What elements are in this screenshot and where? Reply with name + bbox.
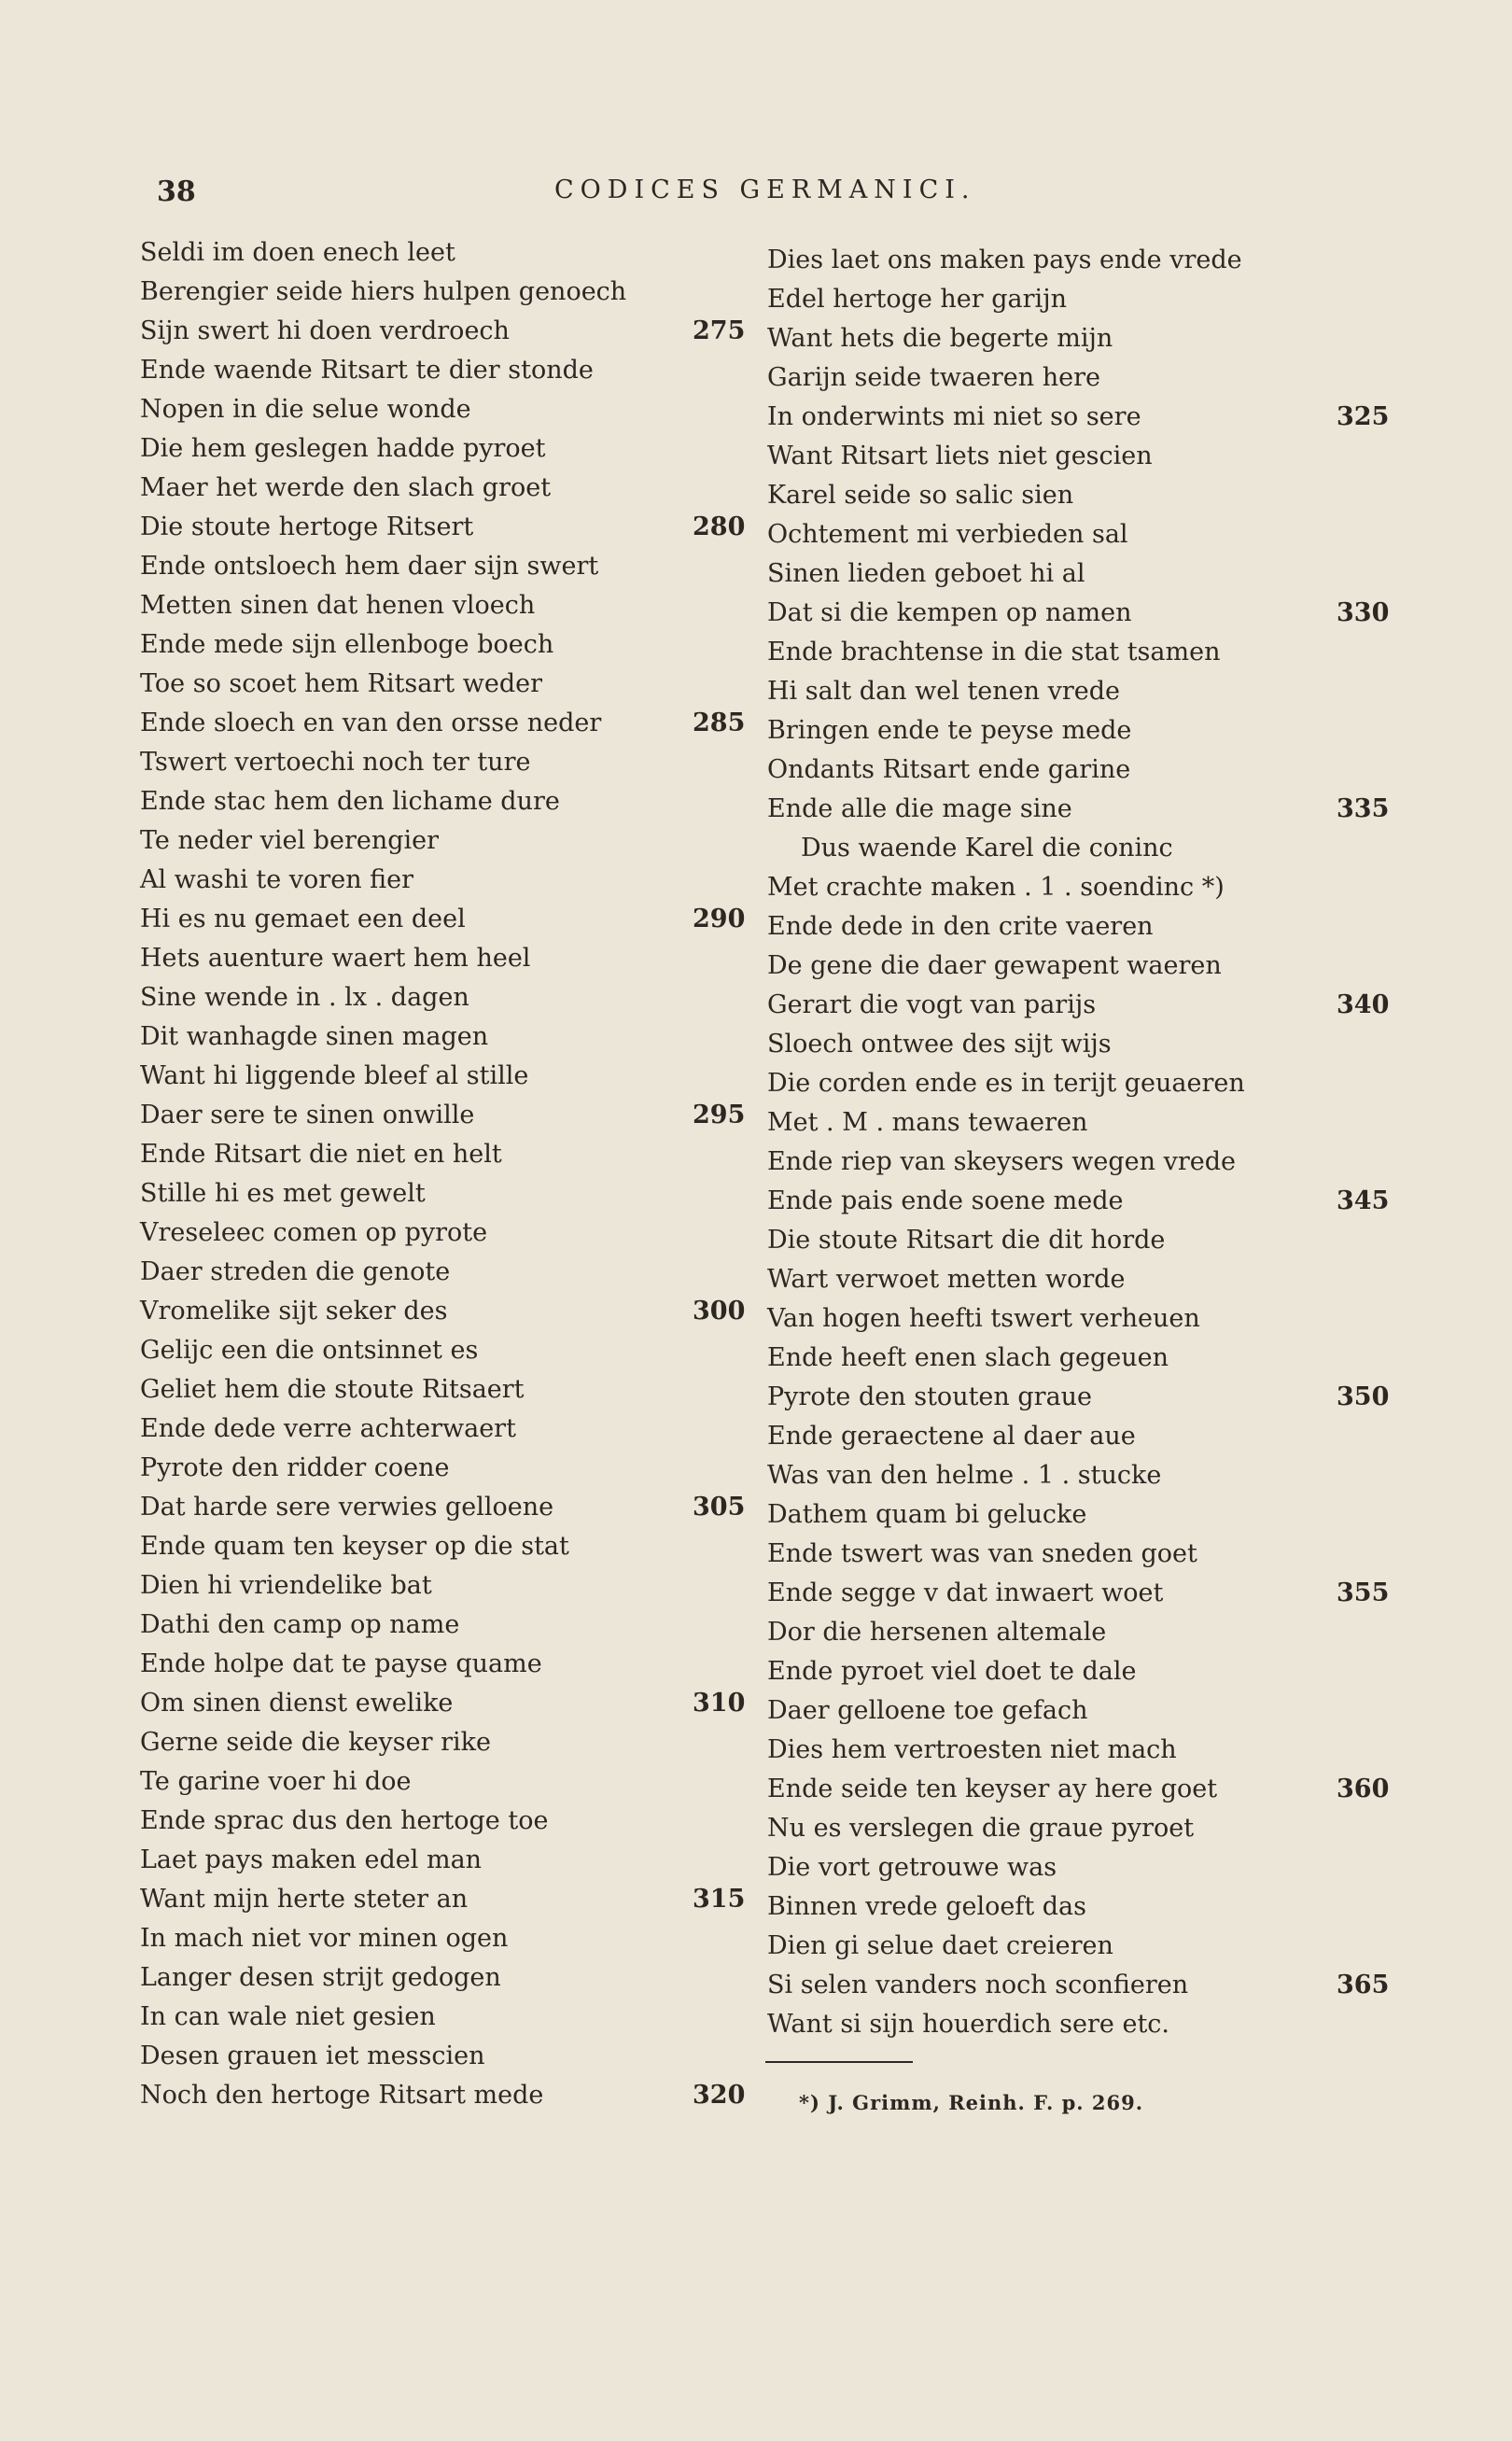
verse-text: Ende riep van skeysers wegen vrede <box>767 1147 1237 1176</box>
verse-line <box>767 1025 1411 1064</box>
verse-line <box>767 711 1411 751</box>
verse-line <box>140 625 765 665</box>
verse-text: Ende mede sijn ellenboge boech <box>140 630 554 659</box>
verse-line <box>767 1966 1411 2005</box>
verse-line <box>140 1410 765 1449</box>
verse-line <box>767 1731 1411 1770</box>
verse-text: In can wale niet gesien <box>140 2002 436 2031</box>
verse-line <box>767 1143 1411 1182</box>
right-column <box>767 241 1411 2044</box>
verse-text: Dien gi selue daet creieren <box>767 1931 1113 1960</box>
verse-line <box>767 437 1411 476</box>
verse-text: Desen grauen iet messcien <box>140 2041 485 2070</box>
verse-line <box>140 2076 765 2115</box>
verse-line <box>767 1809 1411 1848</box>
verse-line <box>767 829 1411 868</box>
verse-line <box>140 1292 765 1331</box>
footnote-rule <box>765 2061 913 2063</box>
verse-line <box>767 2005 1411 2044</box>
verse-line <box>767 358 1411 398</box>
verse-line <box>140 508 765 547</box>
verse-line <box>767 1691 1411 1731</box>
verse-text: Dor die hersenen altemale <box>767 1618 1107 1647</box>
line-number: 305 <box>693 1493 746 1522</box>
verse-line <box>140 1958 765 1998</box>
verse-text: Ochtement mi verbieden sal <box>767 520 1128 549</box>
verse-text: Sloech ontwee des sijt wijs <box>767 1030 1112 1059</box>
verse-text: Ende dede in den crite vaeren <box>767 912 1154 941</box>
verse-text: Dies laet ons maken pays ende vrede <box>767 246 1242 274</box>
verse-line <box>767 790 1411 829</box>
verse-line <box>140 1684 765 1723</box>
verse-text: Si selen vanders noch sconfieren <box>767 1971 1189 1999</box>
line-number: 360 <box>1337 1775 1390 1803</box>
verse-text: Want hi liggende bleef al stille <box>140 1061 529 1090</box>
line-number: 300 <box>693 1297 746 1326</box>
verse-text: Ende pais ende soene mede <box>767 1186 1124 1215</box>
verse-text: Hi es nu gemaet een deel <box>140 905 466 933</box>
verse-line <box>140 782 765 821</box>
verse-line <box>767 1495 1411 1535</box>
verse-text: Dathem quam bi gelucke <box>767 1500 1087 1529</box>
verse-line <box>140 1370 765 1410</box>
line-number: 350 <box>1337 1382 1390 1411</box>
verse-line <box>767 633 1411 672</box>
verse-text: In onderwints mi niet so sere <box>767 402 1141 431</box>
line-number: 335 <box>1337 794 1390 823</box>
verse-text: Geliet hem die stoute Ritsaert <box>140 1375 525 1404</box>
verse-line <box>140 1213 765 1253</box>
verse-text: Gerart die vogt van parijs <box>767 990 1097 1019</box>
line-number: 290 <box>693 905 746 933</box>
verse-text: Met crachte maken . 1 . soendinc *) <box>767 873 1225 902</box>
verse-text: Ende holpe dat te payse quame <box>140 1649 542 1678</box>
verse-text: Pyrote den ridder coene <box>140 1453 450 1482</box>
verse-line <box>140 469 765 508</box>
line-number: 355 <box>1337 1578 1390 1607</box>
verse-line <box>140 821 765 861</box>
verse-line <box>140 1096 765 1135</box>
verse-text: Hi salt dan wel tenen vrede <box>767 677 1121 706</box>
verse-text: Gelijc een die ontsinnet es <box>140 1336 479 1365</box>
verse-line <box>767 1221 1411 1260</box>
verse-text: Van hogen heefti tswert verheuen <box>767 1304 1200 1333</box>
line-number: 285 <box>693 708 746 737</box>
verse-text: Dat si die kempen op namen <box>767 598 1132 627</box>
running-title: CODICES GERMANICI. <box>554 175 976 204</box>
verse-line <box>767 319 1411 358</box>
verse-line <box>140 1527 765 1566</box>
verse-line <box>767 1182 1411 1221</box>
verse-line <box>767 554 1411 594</box>
verse-line <box>140 1880 765 1919</box>
line-number: 320 <box>693 2081 746 2110</box>
verse-text: Die stoute hertoge Ritsert <box>140 512 474 541</box>
verse-line <box>140 1802 765 1841</box>
verse-line <box>140 1488 765 1527</box>
verse-text: Langer desen strijt gedogen <box>140 1963 501 1992</box>
verse-text: Wart verwoet metten worde <box>767 1265 1126 1294</box>
verse-text: Met . M . mans tewaeren <box>767 1108 1088 1137</box>
verse-text: Want hets die begerte mijn <box>767 324 1113 353</box>
verse-text: Sine wende in . lx . dagen <box>140 983 469 1012</box>
verse-line <box>767 594 1411 633</box>
verse-line <box>767 515 1411 554</box>
verse-text: Ende alle die mage sine <box>767 794 1072 823</box>
verse-line <box>767 476 1411 515</box>
verse-text: Stille hi es met gewelt <box>140 1179 426 1208</box>
verse-line <box>767 1339 1411 1378</box>
verse-line <box>140 743 765 782</box>
verse-line <box>140 1174 765 1213</box>
verse-line <box>140 1449 765 1488</box>
verse-text: In mach niet vor minen ogen <box>140 1924 509 1953</box>
verse-text: Berengier seide hiers hulpen genoech <box>140 277 627 306</box>
verse-text: Te garine voer hi doe <box>140 1767 412 1796</box>
verse-line <box>767 907 1411 947</box>
verse-line <box>767 241 1411 280</box>
verse-line <box>767 1103 1411 1143</box>
verse-line <box>767 1887 1411 1927</box>
verse-text: Ende geraectene al daer aue <box>767 1422 1136 1451</box>
verse-text: Ende seide ten keyser ay here goet <box>767 1775 1218 1803</box>
verse-line <box>140 547 765 586</box>
verse-text: Te neder viel berengier <box>140 826 440 855</box>
verse-text: Daer sere te sinen onwille <box>140 1101 475 1129</box>
verse-line <box>767 1927 1411 1966</box>
verse-line <box>767 1417 1411 1456</box>
line-number: 340 <box>1337 990 1390 1019</box>
verse-text: Pyrote den stouten graue <box>767 1382 1093 1411</box>
verse-line <box>767 1652 1411 1691</box>
verse-text: Bringen ende te peyse mede <box>767 716 1132 745</box>
verse-text: Dat harde sere verwies gelloene <box>140 1493 554 1522</box>
line-number: 365 <box>1337 1971 1390 1999</box>
footnote: *) J. Grimm, Reinh. F. p. 269. <box>799 2091 1144 2114</box>
verse-text: Metten sinen dat henen vloech <box>140 591 536 620</box>
verse-text: Die vort getrouwe was <box>767 1853 1057 1882</box>
verse-line <box>140 2037 765 2076</box>
verse-line <box>767 1064 1411 1103</box>
verse-line <box>140 665 765 704</box>
verse-line <box>767 1770 1411 1809</box>
line-number: 345 <box>1337 1186 1390 1215</box>
verse-text: Ende pyroet viel doet te dale <box>767 1657 1137 1686</box>
verse-line <box>767 672 1411 711</box>
verse-line <box>767 280 1411 319</box>
verse-text: Sinen lieden geboet hi al <box>767 559 1085 588</box>
verse-text: Ende dede verre achterwaert <box>140 1414 516 1443</box>
verse-line <box>140 861 765 900</box>
line-number: 280 <box>693 512 746 541</box>
verse-text: Dies hem vertroesten niet mach <box>767 1735 1177 1764</box>
verse-text: Seldi im doen enech leet <box>140 238 455 267</box>
verse-line <box>767 1535 1411 1574</box>
verse-line <box>140 1841 765 1880</box>
left-column <box>140 233 765 2115</box>
verse-text: Was van den helme . 1 . stucke <box>767 1461 1162 1490</box>
verse-text: Al washi te voren fier <box>140 865 414 894</box>
verse-text: Dathi den camp op name <box>140 1610 460 1639</box>
verse-text: Vromelike sijt seker des <box>140 1297 448 1326</box>
verse-text: Ende brachtense in die stat tsamen <box>767 638 1221 666</box>
verse-text: De gene die daer gewapent waeren <box>767 951 1222 980</box>
verse-line <box>140 704 765 743</box>
verse-line <box>140 978 765 1017</box>
verse-text: Ende Ritsart die niet en helt <box>140 1140 502 1169</box>
verse-text: Ende sprac dus den hertoge toe <box>140 1806 549 1835</box>
verse-line <box>767 947 1411 986</box>
verse-line <box>140 1762 765 1802</box>
verse-text: Hets auenture waert hem heel <box>140 944 531 973</box>
verse-text: Want mijn herte steter an <box>140 1885 469 1914</box>
verse-line <box>767 1613 1411 1652</box>
verse-text: Ende sloech en van den orsse neder <box>140 708 602 737</box>
verse-line <box>767 1574 1411 1613</box>
verse-line <box>140 900 765 939</box>
verse-line <box>140 1606 765 1645</box>
verse-text: Ende quam ten keyser op die stat <box>140 1532 569 1561</box>
verse-line <box>140 586 765 625</box>
verse-text: Ondants Ritsart ende garine <box>767 755 1131 784</box>
verse-text: Tswert vertoechi noch ter ture <box>140 748 531 777</box>
verse-text: Edel hertoge her garijn <box>767 285 1067 314</box>
verse-line <box>767 751 1411 790</box>
verse-line <box>140 312 765 351</box>
verse-line <box>767 1848 1411 1887</box>
verse-line <box>140 273 765 312</box>
verse-line <box>767 986 1411 1025</box>
verse-line <box>140 939 765 978</box>
verse-line <box>140 1135 765 1174</box>
verse-text: Gerne seide die keyser rike <box>140 1728 491 1757</box>
verse-text: Garijn seide twaeren here <box>767 363 1101 392</box>
verse-text: Daer gelloene toe gefach <box>767 1696 1088 1725</box>
verse-line <box>140 1919 765 1958</box>
line-number: 330 <box>1337 598 1390 627</box>
verse-text: Ende ontsloech hem daer sijn swert <box>140 552 599 581</box>
verse-text: Ende stac hem den lichame dure <box>140 787 560 816</box>
verse-line <box>767 1378 1411 1417</box>
verse-text: Ende tswert was van sneden goet <box>767 1539 1197 1568</box>
verse-text: Dus waende Karel die coninc <box>801 834 1173 863</box>
verse-text: Dit wanhagde sinen magen <box>140 1022 489 1051</box>
verse-line <box>767 868 1411 907</box>
verse-line <box>767 1299 1411 1339</box>
verse-line <box>767 398 1411 437</box>
verse-text: Daer streden die genote <box>140 1257 451 1286</box>
verse-line <box>140 429 765 469</box>
verse-text: Ende segge v dat inwaert woet <box>767 1578 1164 1607</box>
verse-line <box>140 390 765 429</box>
verse-line <box>140 1998 765 2037</box>
verse-text: Sijn swert hi doen verdroech <box>140 316 510 345</box>
verse-text: Maer het werde den slach groet <box>140 473 552 502</box>
verse-line <box>140 1017 765 1057</box>
verse-text: Noch den hertoge Ritsart mede <box>140 2081 544 2110</box>
verse-text: Die hem geslegen hadde pyroet <box>140 434 546 463</box>
line-number: 275 <box>693 316 746 345</box>
page-number: 38 <box>157 175 196 208</box>
verse-text: Laet pays maken edel man <box>140 1845 483 1874</box>
line-number: 325 <box>1337 402 1390 431</box>
verse-line <box>767 1260 1411 1299</box>
verse-text: Want si sijn houerdich sere etc. <box>767 2010 1169 2039</box>
verse-line <box>140 351 765 390</box>
verse-text: Karel seide so salic sien <box>767 481 1074 510</box>
line-number: 295 <box>693 1101 746 1129</box>
verse-line <box>140 1057 765 1096</box>
verse-text: Nu es verslegen die graue pyroet <box>767 1814 1195 1843</box>
verse-text: Die corden ende es in terijt geuaeren <box>767 1069 1245 1098</box>
verse-line <box>140 1645 765 1684</box>
verse-text: Ende waende Ritsart te dier stonde <box>140 356 594 385</box>
verse-text: Ende heeft enen slach gegeuen <box>767 1343 1169 1372</box>
verse-text: Om sinen dienst ewelike <box>140 1689 454 1718</box>
line-number: 315 <box>693 1885 746 1914</box>
verse-text: Want Ritsart liets niet gescien <box>767 442 1153 470</box>
verse-line <box>140 1331 765 1370</box>
verse-text: Dien hi vriendelike bat <box>140 1571 432 1600</box>
verse-text: Toe so scoet hem Ritsart weder <box>140 669 542 698</box>
verse-line <box>140 1723 765 1762</box>
line-number: 310 <box>693 1689 746 1718</box>
verse-line <box>767 1456 1411 1495</box>
verse-line <box>140 1566 765 1606</box>
verse-line <box>140 1253 765 1292</box>
verse-line <box>140 233 765 273</box>
verse-text: Binnen vrede geloeft das <box>767 1892 1086 1921</box>
verse-text: Vreseleec comen op pyrote <box>140 1218 488 1247</box>
verse-text: Nopen in die selue wonde <box>140 395 471 424</box>
verse-text: Die stoute Ritsart die dit horde <box>767 1226 1166 1255</box>
